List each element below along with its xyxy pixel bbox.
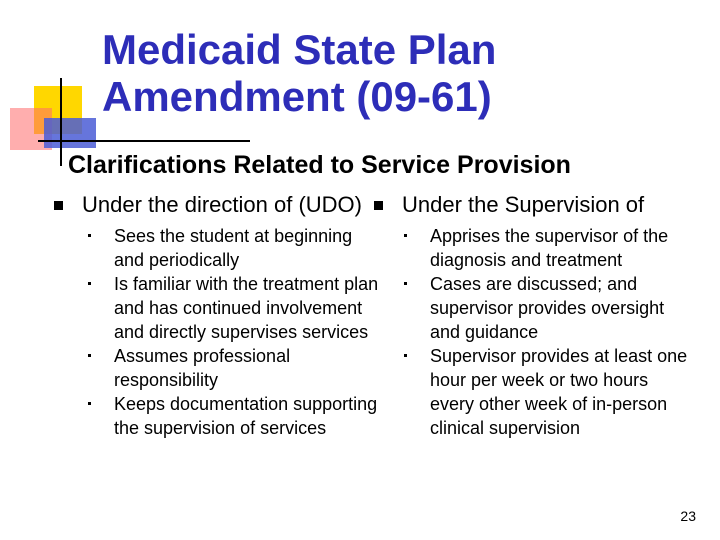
list-item	[80, 392, 380, 440]
left-column-heading	[48, 192, 388, 218]
list-item	[396, 344, 696, 440]
square-bullet-icon	[374, 201, 383, 210]
list-item	[396, 272, 696, 344]
list-item	[80, 224, 380, 272]
dot-bullet-icon	[404, 282, 407, 285]
list-item	[80, 272, 380, 344]
list-item-text: Keeps documentation supporting the supervision of services	[114, 394, 378, 438]
left-column	[48, 192, 388, 440]
list-item-text: Sees the student at beginning and periodically	[114, 226, 353, 270]
list-item	[80, 344, 380, 392]
list-item-text: Assumes professional responsibility	[114, 346, 291, 390]
page-number: 23	[680, 508, 696, 524]
right-column-heading	[368, 192, 708, 218]
list-item	[396, 224, 696, 272]
list-item-text: Cases are discussed; and supervisor provides oversight and guidance	[430, 274, 665, 342]
dot-bullet-icon	[88, 234, 91, 237]
left-heading-text: Under the direction of (UDO)	[82, 192, 362, 217]
list-item-text: Apprises the supervisor of the diagnosis and treatment	[430, 226, 669, 270]
dot-bullet-icon	[88, 354, 91, 357]
list-item-text: Supervisor provides at least one hour per week or two hours every other week of in-person clinical supervision	[430, 346, 688, 438]
decorative-vertical-line	[60, 78, 62, 166]
slide-subtitle: Clarifications Related to Service Provision	[68, 151, 571, 179]
right-column	[368, 192, 708, 440]
decorative-blue-square	[44, 118, 96, 148]
slide-title: Medicaid State Plan Amendment (09-61)	[102, 26, 497, 120]
dot-bullet-icon	[88, 282, 91, 285]
square-bullet-icon	[54, 201, 63, 210]
right-heading-text: Under the Supervision of	[402, 192, 645, 217]
list-item-text: Is familiar with the treatment plan and has continued involvement and directly supervises services	[114, 274, 379, 342]
dot-bullet-icon	[88, 402, 91, 405]
dot-bullet-icon	[404, 234, 407, 237]
right-sub-list	[396, 224, 696, 440]
dot-bullet-icon	[404, 354, 407, 357]
decorative-horizontal-line	[38, 140, 250, 142]
left-sub-list	[80, 224, 380, 440]
